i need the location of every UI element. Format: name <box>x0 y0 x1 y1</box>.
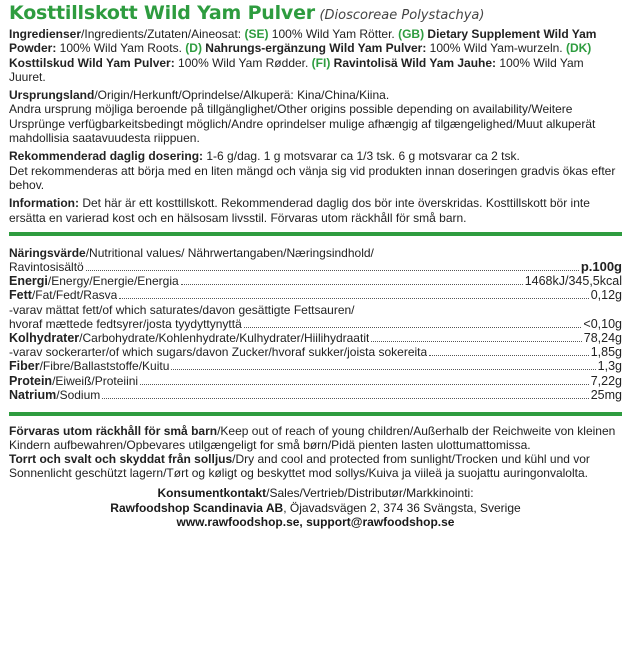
nutrition-row-saturates <box>9 317 622 331</box>
ingredients-gb: 100% Wild Yam Roots. <box>56 41 186 56</box>
ingredients-dk: 100% Wild Yam Rødder. <box>174 55 312 70</box>
email-link[interactable]: support@rawfoodshop.se <box>306 515 455 530</box>
lang-code-dk: (DK) <box>565 41 592 56</box>
company-address: , Öjavadsvägen 2, 374 36 Svängsta, Sverige <box>283 500 521 515</box>
nutrition-row-fat <box>9 288 622 302</box>
ingredients-gb-name: Dietary Supplement Wild Yam Powder: <box>9 27 597 56</box>
dot-leader <box>181 275 523 285</box>
product-latin-name: (Dioscoreae Polystachya) <box>319 8 485 23</box>
ingredients-d-name: Nahrungs-ergänzung Wild Yam Pulver: <box>201 41 427 56</box>
nutrition-row-saturates-line1 <box>9 303 622 317</box>
nutrient-translations: /Eiweiß/Proteiini <box>52 373 139 388</box>
lang-code-fi: (FI) <box>311 55 331 70</box>
nutrition-row-protein <box>9 374 622 388</box>
nutrient-translations: -varav sockerarter/of which sugars/davon Zucker/hvoraf sukker/joista sokereita <box>9 345 428 360</box>
dot-leader <box>140 375 589 385</box>
nutrient-translations: -varav mättat fett/of which saturates/davon gesättigte Fettsauren/ <box>9 302 355 317</box>
contact-block <box>9 486 622 530</box>
origin-countries: /Origin/Herkunft/Oprindelse/Alkuperä: Kina/China/Kiina. <box>94 88 390 103</box>
nutrition-per-100g: p.100g <box>580 259 622 275</box>
nutrition-heading-line <box>9 246 622 260</box>
storage-block <box>9 424 622 480</box>
nutrition-row-sugars <box>9 345 622 359</box>
storage-conditions <box>9 452 622 480</box>
nutrient-name: Energi <box>9 274 48 289</box>
website-link[interactable]: www.rawfoodshop.se <box>176 515 300 530</box>
origin-note: Andra ursprung möjliga beroende på tillgänglighet/Other origins possible depending on availability/Weitere Ursprünge verfügbarkeitsbedingt möglich/Andre oprindelser mulige afhængig af tilgængelighed/Muut alkuperät mahdollisia saatavuudesta riippuen. <box>9 102 596 146</box>
nutrition-row-carbohydrate <box>9 331 622 345</box>
contact-heading-translations: /Sales/Vertrieb/Distributør/Markkinointi: <box>266 486 474 501</box>
origin-heading: Ursprungsland <box>9 88 95 103</box>
nutrient-translations: hvoraf mættede fedtsyrer/josta tyydyttynyttä <box>9 316 242 331</box>
dot-leader <box>86 261 579 271</box>
ingredients-fi: 100% Wild Yam Juuret. <box>9 55 584 84</box>
dosage-block <box>9 149 622 192</box>
lang-code-d: (D) <box>185 41 202 56</box>
contact-address-line <box>9 501 622 516</box>
ingredients-se: 100% Wild Yam Rötter. <box>268 27 399 41</box>
ingredients-fi-name: Ravintolisä Wild Yam Jauhe: <box>330 55 497 70</box>
dot-leader <box>171 360 595 370</box>
ingredients-d: 100% Wild Yam-wurzeln. <box>426 41 566 56</box>
nutrient-translations: /Fibre/Ballaststoffe/Kuitu <box>39 359 170 374</box>
nutrient-value: 0,12g <box>590 288 622 303</box>
dosage-heading: Rekommenderad daglig dosering: <box>9 149 204 164</box>
storage-conditions-heading: Torrt och svalt och skyddat från solljus <box>9 452 233 467</box>
contact-separator: , <box>299 515 307 530</box>
nutrient-value: 1,85g <box>590 345 622 360</box>
nutrient-name: Fiber <box>9 359 40 374</box>
dot-leader <box>244 318 582 328</box>
information-text: Det här är ett kosttillskott. Rekommenderad daglig dos bör inte överskridas. Kosttillskott bör inte ersätta en varierad kost och en hälsosam livsstil. Förvaras utom räckhåll för små barn. <box>9 196 590 225</box>
nutrient-value: 25mg <box>590 387 622 402</box>
lang-code-se: (SE) <box>244 27 269 41</box>
company-name: Rawfoodshop Scandinavia AB <box>110 500 284 515</box>
information-block <box>9 196 622 225</box>
nutrition-row-fibre <box>9 359 622 373</box>
ingredients-dk-name: Kosttilskud Wild Yam Pulver: <box>9 55 175 70</box>
storage-children-text: /Keep out of reach of young children/Außerhalb der Reichweite von kleinen Kindern aufbewahren/Opbevares utilgængeligt for små børn/Pidä pienten lasten ulottumattomissa. <box>9 424 616 453</box>
storage-children-heading: Förvaras utom räckhåll för små barn <box>9 424 218 439</box>
lang-code-gb: (GB) <box>398 27 425 41</box>
product-title: Kosttillskott Wild Yam Pulver <box>9 2 315 24</box>
storage-conditions-text: /Dry and cool and protected from sunlight/Trocken und kühl und vor Sonnenlicht geschützt lagern/Tørt og køligt og beskyttet mod sollys/Kuiva ja viileä ja suojattu auringonvalolta. <box>9 452 590 481</box>
contact-heading-line <box>9 486 622 501</box>
nutrient-value: 1,3g <box>597 359 622 374</box>
dosage-amount: 1-6 g/dag. 1 g motsvarar ca 1/3 tsk. 6 g motsvarar ca 2 tsk. <box>203 149 520 164</box>
nutrient-name: Fett <box>9 288 32 303</box>
ingredients-heading-translations: /Ingredients/Zutaten/Aineosat: <box>81 27 245 41</box>
nutrition-heading-translations: /Nutritional values/ Nährwertangaben/Næringsindhold/ <box>85 245 374 260</box>
nutrition-table <box>9 246 622 402</box>
dot-leader <box>102 389 588 399</box>
nutrition-row-energy <box>9 274 622 288</box>
nutrition-per-row <box>9 260 622 274</box>
dosage-advice: Det rekommenderas att börja med en liten mängd och vänja sig vid produkten innan doseringen gradvis ökas efter behov. <box>9 163 616 192</box>
nutrient-value: <0,10g <box>583 316 622 331</box>
dot-leader <box>429 346 589 356</box>
nutrient-translations: /Carbohydrate/Kohlenhydrate/Kulhydrater/Hiilihydraatit <box>79 331 370 346</box>
divider-top <box>9 232 622 236</box>
nutrient-name: Kolhydrater <box>9 331 80 346</box>
nutrient-translations: /Fat/Fedt/Rasva <box>31 288 118 303</box>
title-row <box>9 2 622 24</box>
dot-leader <box>371 332 581 342</box>
storage-children <box>9 424 622 452</box>
nutrition-heading: Näringsvärde <box>9 245 86 260</box>
ingredients-block <box>9 27 622 84</box>
divider-bottom <box>9 412 622 416</box>
contact-web-line <box>9 515 622 530</box>
nutrient-name: Protein <box>9 373 53 388</box>
nutrient-name: Natrium <box>9 387 57 402</box>
nutrition-row-sodium <box>9 388 622 402</box>
nutrient-value: 78,24g <box>583 331 622 346</box>
dot-leader <box>119 289 588 299</box>
nutrition-heading-fi: Ravintosisältö <box>9 260 84 275</box>
ingredients-heading: Ingredienser <box>9 27 82 41</box>
nutrient-value: 1468kJ/345,5kcal <box>524 274 622 289</box>
nutrient-translations: /Energy/Energie/Energia <box>47 274 179 289</box>
origin-block <box>9 88 622 145</box>
nutrient-value: 7,22g <box>590 373 622 388</box>
information-heading: Information: <box>9 196 79 211</box>
nutrient-translations: /Sodium <box>56 387 101 402</box>
contact-heading: Konsumentkontakt <box>157 486 267 501</box>
